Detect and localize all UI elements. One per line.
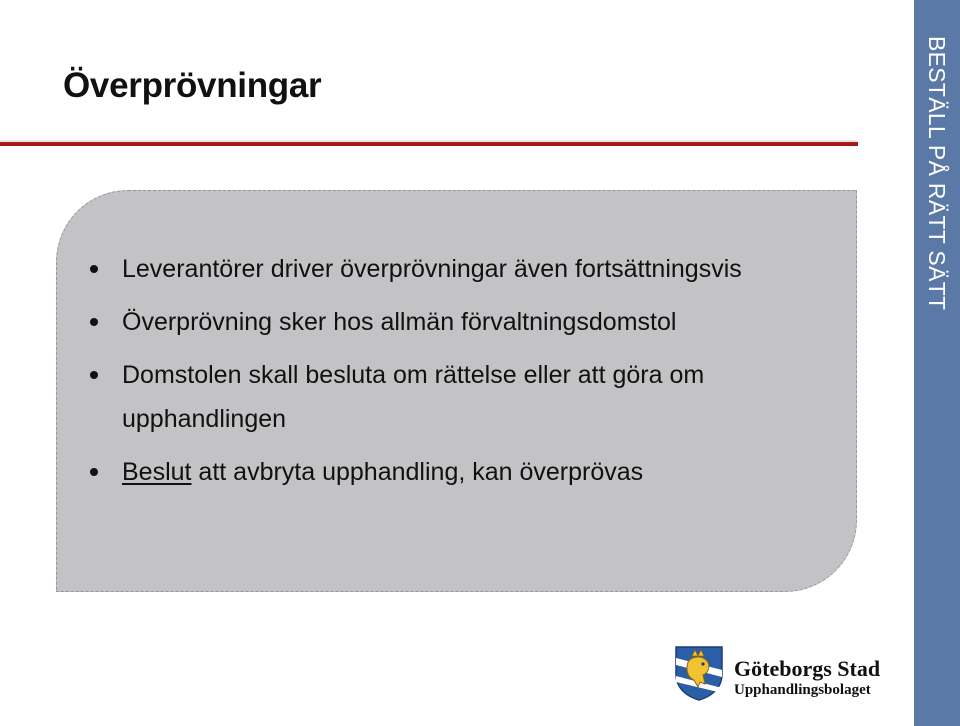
bullet-text: Domstolen skall besluta om rättelse eller att göra om upphandlingen [122, 361, 705, 433]
logo-name: Göteborgs Stad [734, 656, 881, 681]
title-divider [0, 140, 858, 146]
side-banner-text: BESTÄLL PÅ RÄTT SÄTT [924, 36, 950, 311]
bullet-item [122, 300, 842, 344]
slide-title: Överprövningar [63, 66, 322, 105]
logo [672, 644, 897, 704]
city-coat-of-arms-icon [672, 644, 726, 702]
bullet-text: Överprövning sker hos allmän förvaltningsdomstol [122, 308, 677, 336]
bullet-item [122, 353, 842, 441]
bullet-list [122, 247, 842, 494]
bullet-underlined-word: Beslut [122, 458, 192, 486]
bullet-text: Leverantörer driver överprövningar även fortsättningsvis [122, 255, 742, 283]
bullet-item [122, 247, 842, 291]
bullet-text: att avbryta upphandling, kan överprövas [191, 458, 644, 486]
bullet-item [122, 450, 842, 494]
logo-subname: Upphandlingsbolaget [734, 682, 871, 698]
